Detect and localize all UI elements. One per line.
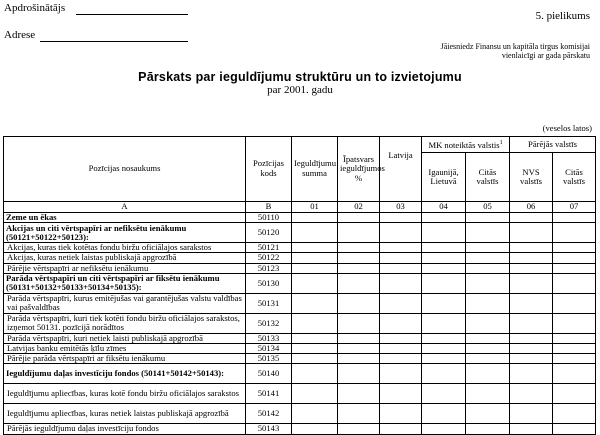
position-code: 50142 bbox=[246, 404, 292, 424]
value-cell[interactable] bbox=[510, 243, 553, 253]
value-cell[interactable] bbox=[510, 313, 553, 333]
col-header-sum: Ieguldījumu summa bbox=[292, 137, 338, 202]
value-cell[interactable] bbox=[380, 333, 422, 343]
value-cell[interactable] bbox=[466, 424, 510, 434]
position-code: 50141 bbox=[246, 384, 292, 404]
value-cell[interactable] bbox=[510, 364, 553, 384]
value-cell[interactable] bbox=[422, 384, 466, 404]
value-cell[interactable] bbox=[292, 293, 338, 313]
value-cell[interactable] bbox=[292, 344, 338, 354]
value-cell[interactable] bbox=[338, 273, 380, 293]
value-cell[interactable] bbox=[553, 384, 596, 404]
col-letter: A bbox=[4, 202, 246, 213]
mk-footnote-marker: 1 bbox=[499, 139, 503, 146]
position-name: Akcijas, kuras netiek laistas publiskajā apgrozībā bbox=[4, 253, 246, 263]
col-header-name: Pozīcijas nosaukums bbox=[4, 137, 246, 202]
table-row bbox=[4, 313, 596, 333]
position-name: Ieguldījumu daļas investīciju fondos (50141+50142+50143): bbox=[4, 364, 246, 384]
position-code: 50131 bbox=[246, 293, 292, 313]
value-cell[interactable] bbox=[338, 384, 380, 404]
value-cell[interactable] bbox=[380, 384, 422, 404]
report-year: par 2001. gadu bbox=[267, 84, 333, 96]
address-label: Adrese bbox=[4, 29, 36, 41]
position-name: Parāda vērtspapīri, kurus emitējušas vai garantējušas valstu valdības vai pašvaldības bbox=[4, 293, 246, 313]
value-cell[interactable] bbox=[422, 313, 466, 333]
table-row bbox=[4, 344, 596, 354]
header-row-1 bbox=[4, 137, 596, 153]
position-name: Pārējie vērtspapīri ar nefiksētu ienākumu bbox=[4, 263, 246, 273]
col-header-mk-group bbox=[422, 137, 510, 153]
position-name: Ieguldījumu apliecības, kuras netiek laistas publiskajā apgrozībā bbox=[4, 404, 246, 424]
value-cell[interactable] bbox=[466, 263, 510, 273]
value-cell[interactable] bbox=[510, 384, 553, 404]
value-cell[interactable] bbox=[553, 313, 596, 333]
value-cell[interactable] bbox=[380, 293, 422, 313]
position-code: 50134 bbox=[246, 344, 292, 354]
value-cell[interactable] bbox=[553, 253, 596, 263]
value-cell[interactable] bbox=[510, 213, 553, 223]
table-row bbox=[4, 424, 596, 434]
value-cell[interactable] bbox=[292, 243, 338, 253]
value-cell[interactable] bbox=[338, 333, 380, 343]
submitter-label: Apdrošinātājs bbox=[4, 2, 66, 14]
value-cell[interactable] bbox=[422, 273, 466, 293]
value-cell[interactable] bbox=[466, 253, 510, 263]
value-cell[interactable] bbox=[466, 333, 510, 343]
value-cell[interactable] bbox=[380, 313, 422, 333]
value-cell[interactable] bbox=[292, 384, 338, 404]
value-cell[interactable] bbox=[553, 263, 596, 273]
value-cell[interactable] bbox=[553, 213, 596, 223]
position-code: 50130 bbox=[246, 273, 292, 293]
value-cell[interactable] bbox=[292, 263, 338, 273]
position-name: Ieguldījumu apliecības, kuras kotē fondu biržu oficiālajos sarakstos bbox=[4, 384, 246, 404]
position-code: 50135 bbox=[246, 354, 292, 364]
position-name: Parāda vērtspapīri, kuri tiek kotēti fondu biržu oficiālajos sarakstos, izņemot 50131. pozīcijā norādītos bbox=[4, 313, 246, 333]
value-cell[interactable] bbox=[553, 223, 596, 243]
value-cell[interactable] bbox=[553, 333, 596, 343]
value-cell[interactable] bbox=[510, 223, 553, 243]
position-code: 50143 bbox=[246, 424, 292, 434]
appendix-number: 5. pielikums bbox=[535, 10, 590, 22]
table-row bbox=[4, 253, 596, 263]
value-cell[interactable] bbox=[510, 404, 553, 424]
value-cell[interactable] bbox=[553, 293, 596, 313]
value-cell[interactable] bbox=[466, 223, 510, 243]
value-cell[interactable] bbox=[510, 273, 553, 293]
value-cell[interactable] bbox=[510, 253, 553, 263]
table-row bbox=[4, 223, 596, 243]
value-cell[interactable] bbox=[466, 404, 510, 424]
position-code: 50122 bbox=[246, 253, 292, 263]
value-cell[interactable] bbox=[510, 424, 553, 434]
value-cell[interactable] bbox=[422, 424, 466, 434]
value-cell[interactable] bbox=[422, 263, 466, 273]
value-cell[interactable] bbox=[422, 364, 466, 384]
value-cell[interactable] bbox=[422, 354, 466, 364]
value-cell[interactable] bbox=[466, 313, 510, 333]
value-cell[interactable] bbox=[422, 253, 466, 263]
table-row bbox=[4, 384, 596, 404]
col-header-mk-other: Citās valstīs bbox=[466, 153, 510, 202]
col-header-code: Pozīcijas kods bbox=[246, 137, 292, 202]
value-cell[interactable] bbox=[422, 243, 466, 253]
col-letter: 01 bbox=[292, 202, 338, 213]
submission-note bbox=[370, 42, 590, 60]
value-cell[interactable] bbox=[466, 293, 510, 313]
value-cell[interactable] bbox=[510, 263, 553, 273]
value-cell[interactable] bbox=[338, 404, 380, 424]
value-cell[interactable] bbox=[380, 354, 422, 364]
value-cell[interactable] bbox=[338, 243, 380, 253]
value-cell[interactable] bbox=[380, 213, 422, 223]
table-row bbox=[4, 243, 596, 253]
value-cell[interactable] bbox=[338, 364, 380, 384]
value-cell[interactable] bbox=[338, 263, 380, 273]
value-cell[interactable] bbox=[380, 424, 422, 434]
col-letter: 04 bbox=[422, 202, 466, 213]
value-cell[interactable] bbox=[510, 333, 553, 343]
table-row bbox=[4, 263, 596, 273]
position-code: 50121 bbox=[246, 243, 292, 253]
value-cell[interactable] bbox=[292, 333, 338, 343]
value-cell[interactable] bbox=[380, 273, 422, 293]
value-cell[interactable] bbox=[338, 424, 380, 434]
value-cell[interactable] bbox=[380, 243, 422, 253]
value-cell[interactable] bbox=[292, 223, 338, 243]
position-code: 50133 bbox=[246, 333, 292, 343]
note-line-1: Jāiesniedz Finansu un kapitāla tirgus komisijai bbox=[440, 42, 590, 51]
value-cell[interactable] bbox=[380, 253, 422, 263]
value-cell[interactable] bbox=[422, 404, 466, 424]
value-cell[interactable] bbox=[466, 344, 510, 354]
report-title: Pārskats par ieguldījumu struktūru un to izvietojumu bbox=[138, 70, 462, 84]
value-cell[interactable] bbox=[292, 364, 338, 384]
value-cell[interactable] bbox=[292, 253, 338, 263]
value-cell[interactable] bbox=[338, 313, 380, 333]
value-cell[interactable] bbox=[466, 273, 510, 293]
value-cell[interactable] bbox=[466, 364, 510, 384]
value-cell[interactable] bbox=[338, 354, 380, 364]
submitter-field[interactable] bbox=[76, 14, 188, 15]
value-cell[interactable] bbox=[422, 344, 466, 354]
value-cell[interactable] bbox=[338, 253, 380, 263]
value-cell[interactable] bbox=[380, 344, 422, 354]
table-row bbox=[4, 293, 596, 313]
col-header-other-other: Citās valstīs bbox=[553, 153, 596, 202]
value-cell[interactable] bbox=[292, 404, 338, 424]
value-cell[interactable] bbox=[553, 404, 596, 424]
value-cell[interactable] bbox=[380, 263, 422, 273]
position-code: 50120 bbox=[246, 223, 292, 243]
value-cell[interactable] bbox=[466, 354, 510, 364]
col-letter: 02 bbox=[338, 202, 380, 213]
value-cell[interactable] bbox=[510, 293, 553, 313]
value-cell[interactable] bbox=[553, 354, 596, 364]
col-header-cis: NVS valstīs bbox=[510, 153, 553, 202]
value-cell[interactable] bbox=[338, 223, 380, 243]
col-header-other-group: Pārējās valstīs bbox=[510, 137, 596, 153]
investment-structure-table bbox=[3, 136, 596, 435]
mk-group-label: MK noteiktās valstis bbox=[428, 139, 500, 150]
value-cell[interactable] bbox=[422, 223, 466, 243]
value-cell[interactable] bbox=[553, 424, 596, 434]
value-cell[interactable] bbox=[380, 223, 422, 243]
table-row bbox=[4, 213, 596, 223]
value-cell[interactable] bbox=[422, 333, 466, 343]
value-cell[interactable] bbox=[466, 243, 510, 253]
value-cell[interactable] bbox=[338, 293, 380, 313]
value-cell[interactable] bbox=[292, 213, 338, 223]
col-letter: 05 bbox=[466, 202, 510, 213]
col-letter: 06 bbox=[510, 202, 553, 213]
value-cell[interactable] bbox=[292, 313, 338, 333]
value-cell[interactable] bbox=[553, 243, 596, 253]
value-cell[interactable] bbox=[422, 293, 466, 313]
col-letter: 07 bbox=[553, 202, 596, 213]
table-row bbox=[4, 404, 596, 424]
position-name: Parāda vērtspapīri un citi vērtspapīri ar fiksētu ienākumu (50131+50132+50133+50134+50135): bbox=[4, 273, 246, 293]
table-row bbox=[4, 364, 596, 384]
value-cell[interactable] bbox=[510, 354, 553, 364]
value-cell[interactable] bbox=[422, 213, 466, 223]
position-name: Parāda vērtspapīri, kuri netiek laisti publiskajā apgrozībā bbox=[4, 333, 246, 343]
value-cell[interactable] bbox=[510, 344, 553, 354]
position-name: Akcijas un citi vērtspapīri ar nefiksētu ienākumu (50121+50122+50123): bbox=[4, 223, 246, 243]
position-name: Zeme un ēkas bbox=[4, 213, 246, 223]
value-cell[interactable] bbox=[338, 213, 380, 223]
note-line-2: vienlaicīgi ar gada pārskatu bbox=[501, 51, 590, 60]
column-letter-row bbox=[4, 202, 596, 213]
table-body bbox=[4, 213, 596, 435]
position-code: 50110 bbox=[246, 213, 292, 223]
col-letter: 03 bbox=[380, 202, 422, 213]
col-letter: B bbox=[246, 202, 292, 213]
value-cell[interactable] bbox=[338, 344, 380, 354]
position-name: Pārējās ieguldījumu daļas investīciju fondos bbox=[4, 424, 246, 434]
position-code: 50123 bbox=[246, 263, 292, 273]
col-header-share: Īpatsvars ieguldījumos % bbox=[338, 137, 380, 202]
col-header-estonia-lithuania: Igaunijā, Lietuvā bbox=[422, 153, 466, 202]
position-code: 50140 bbox=[246, 364, 292, 384]
table-row bbox=[4, 273, 596, 293]
position-name: Pārējie parāda vērtspapīri ar fiksētu ienākumu bbox=[4, 354, 246, 364]
value-cell[interactable] bbox=[292, 354, 338, 364]
address-field[interactable] bbox=[40, 41, 188, 42]
col-header-latvia: Latvija bbox=[380, 137, 422, 202]
value-cell[interactable] bbox=[292, 273, 338, 293]
table-row bbox=[4, 333, 596, 343]
value-cell[interactable] bbox=[553, 364, 596, 384]
value-cell[interactable] bbox=[380, 364, 422, 384]
value-cell[interactable] bbox=[292, 424, 338, 434]
value-cell[interactable] bbox=[380, 404, 422, 424]
position-name: Latvijas banku emitētās ķīlu zīmes bbox=[4, 344, 246, 354]
value-cell[interactable] bbox=[553, 273, 596, 293]
position-code: 50132 bbox=[246, 313, 292, 333]
value-cell[interactable] bbox=[466, 384, 510, 404]
position-name: Akcijas, kuras tiek kotētas fondu biržu oficiālajos sarakstos bbox=[4, 243, 246, 253]
units-note: (veselos latos) bbox=[542, 123, 592, 133]
value-cell[interactable] bbox=[553, 344, 596, 354]
value-cell[interactable] bbox=[466, 213, 510, 223]
table-row bbox=[4, 354, 596, 364]
